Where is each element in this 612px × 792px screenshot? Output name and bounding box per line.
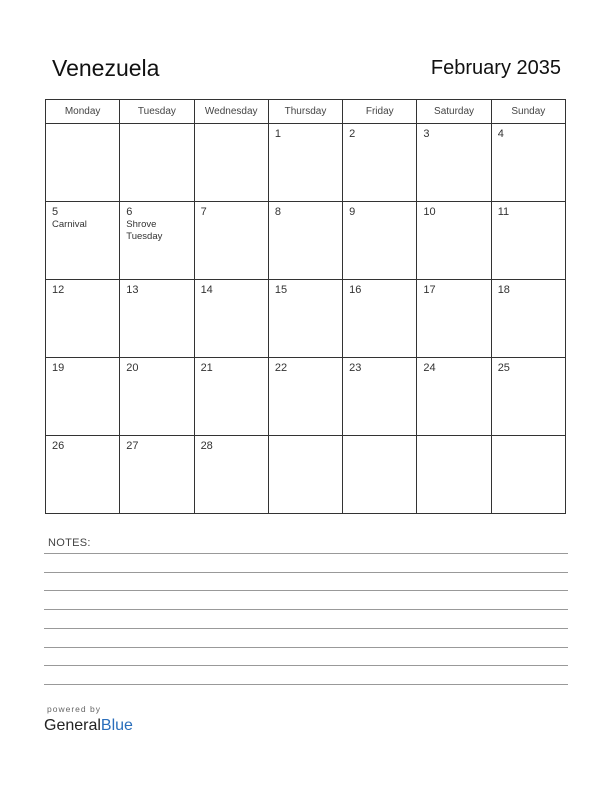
day-cell [491, 280, 565, 358]
day-number: 17 [423, 284, 436, 296]
holiday-label: Carnival [52, 219, 87, 230]
week-row [46, 124, 566, 202]
day-number: 4 [497, 128, 504, 140]
day-number: 6 [126, 206, 133, 218]
day-number: 12 [52, 284, 65, 296]
day-cell [417, 358, 491, 436]
day-cell [417, 124, 491, 202]
weekday-header: Friday [343, 100, 417, 124]
day-cell [194, 358, 268, 436]
day-number: 14 [200, 284, 213, 296]
day-cell [46, 280, 120, 358]
holiday-label: Shrove Tuesday [126, 219, 163, 242]
day-number: 20 [126, 362, 139, 374]
note-line [44, 647, 568, 648]
calendar-grid [45, 99, 566, 514]
month-year-title: February 2035 [430, 57, 561, 79]
day-cell [343, 358, 417, 436]
day-number: 19 [52, 362, 65, 374]
day-cell [46, 358, 120, 436]
day-cell [491, 436, 565, 514]
day-number: 11 [497, 206, 510, 218]
day-cell [120, 202, 194, 280]
weekday-header: Wednesday [194, 100, 268, 124]
day-number: 1 [274, 128, 281, 140]
day-number: 9 [349, 206, 356, 218]
weekday-header-row [46, 100, 566, 124]
brand-logo[interactable] [44, 716, 133, 736]
day-cell [268, 202, 342, 280]
day-number: 15 [274, 284, 288, 296]
note-line [44, 684, 568, 685]
day-cell [194, 124, 268, 202]
note-line [44, 665, 568, 666]
powered-by-text: powered by [47, 704, 101, 714]
day-cell [268, 280, 342, 358]
day-cell [120, 124, 194, 202]
day-cell [194, 280, 268, 358]
day-number: 25 [497, 362, 510, 374]
day-cell [343, 436, 417, 514]
day-number: 5 [52, 206, 59, 218]
day-cell [343, 280, 417, 358]
day-cell [491, 124, 565, 202]
weekday-header: Thursday [268, 100, 342, 124]
day-number: 28 [200, 440, 213, 452]
day-cell [491, 358, 565, 436]
day-cell [46, 202, 120, 280]
day-number: 7 [200, 206, 207, 218]
weekday-header: Monday [46, 100, 120, 124]
day-number: 26 [52, 440, 65, 452]
day-number: 24 [423, 362, 436, 374]
day-cell [417, 280, 491, 358]
day-number: 23 [349, 362, 362, 374]
day-cell [343, 124, 417, 202]
note-line [44, 572, 568, 573]
brand-name-part2: Blue [100, 717, 133, 734]
day-cell [120, 358, 194, 436]
day-cell [491, 202, 565, 280]
weekday-header: Saturday [417, 100, 491, 124]
country-title: Venezuela [52, 55, 160, 81]
day-number: 22 [274, 362, 288, 374]
day-cell [417, 436, 491, 514]
week-row [46, 358, 566, 436]
day-number: 13 [126, 284, 139, 296]
week-row [46, 202, 566, 280]
day-cell [194, 202, 268, 280]
day-cell [268, 436, 342, 514]
brand-name-part1: General [44, 717, 101, 734]
day-cell [120, 280, 194, 358]
day-cell [194, 436, 268, 514]
day-cell [343, 202, 417, 280]
day-cell [417, 202, 491, 280]
note-line [44, 628, 568, 629]
note-line [44, 553, 568, 554]
week-row [46, 280, 566, 358]
day-number: 27 [126, 440, 139, 452]
day-number: 2 [349, 128, 356, 140]
day-number: 8 [274, 206, 281, 218]
day-cell [268, 358, 342, 436]
note-line [44, 590, 568, 591]
weekday-header: Sunday [491, 100, 565, 124]
week-row [46, 436, 566, 514]
weekday-header: Tuesday [120, 100, 194, 124]
day-cell [46, 436, 120, 514]
notes-label: NOTES: [48, 537, 91, 549]
day-number: 3 [423, 128, 430, 140]
day-cell [46, 124, 120, 202]
day-cell [120, 436, 194, 514]
day-number: 21 [200, 362, 213, 374]
day-cell [268, 124, 342, 202]
day-number: 16 [349, 284, 362, 296]
day-number: 10 [423, 206, 436, 218]
note-line [44, 609, 568, 610]
day-number: 18 [497, 284, 510, 296]
